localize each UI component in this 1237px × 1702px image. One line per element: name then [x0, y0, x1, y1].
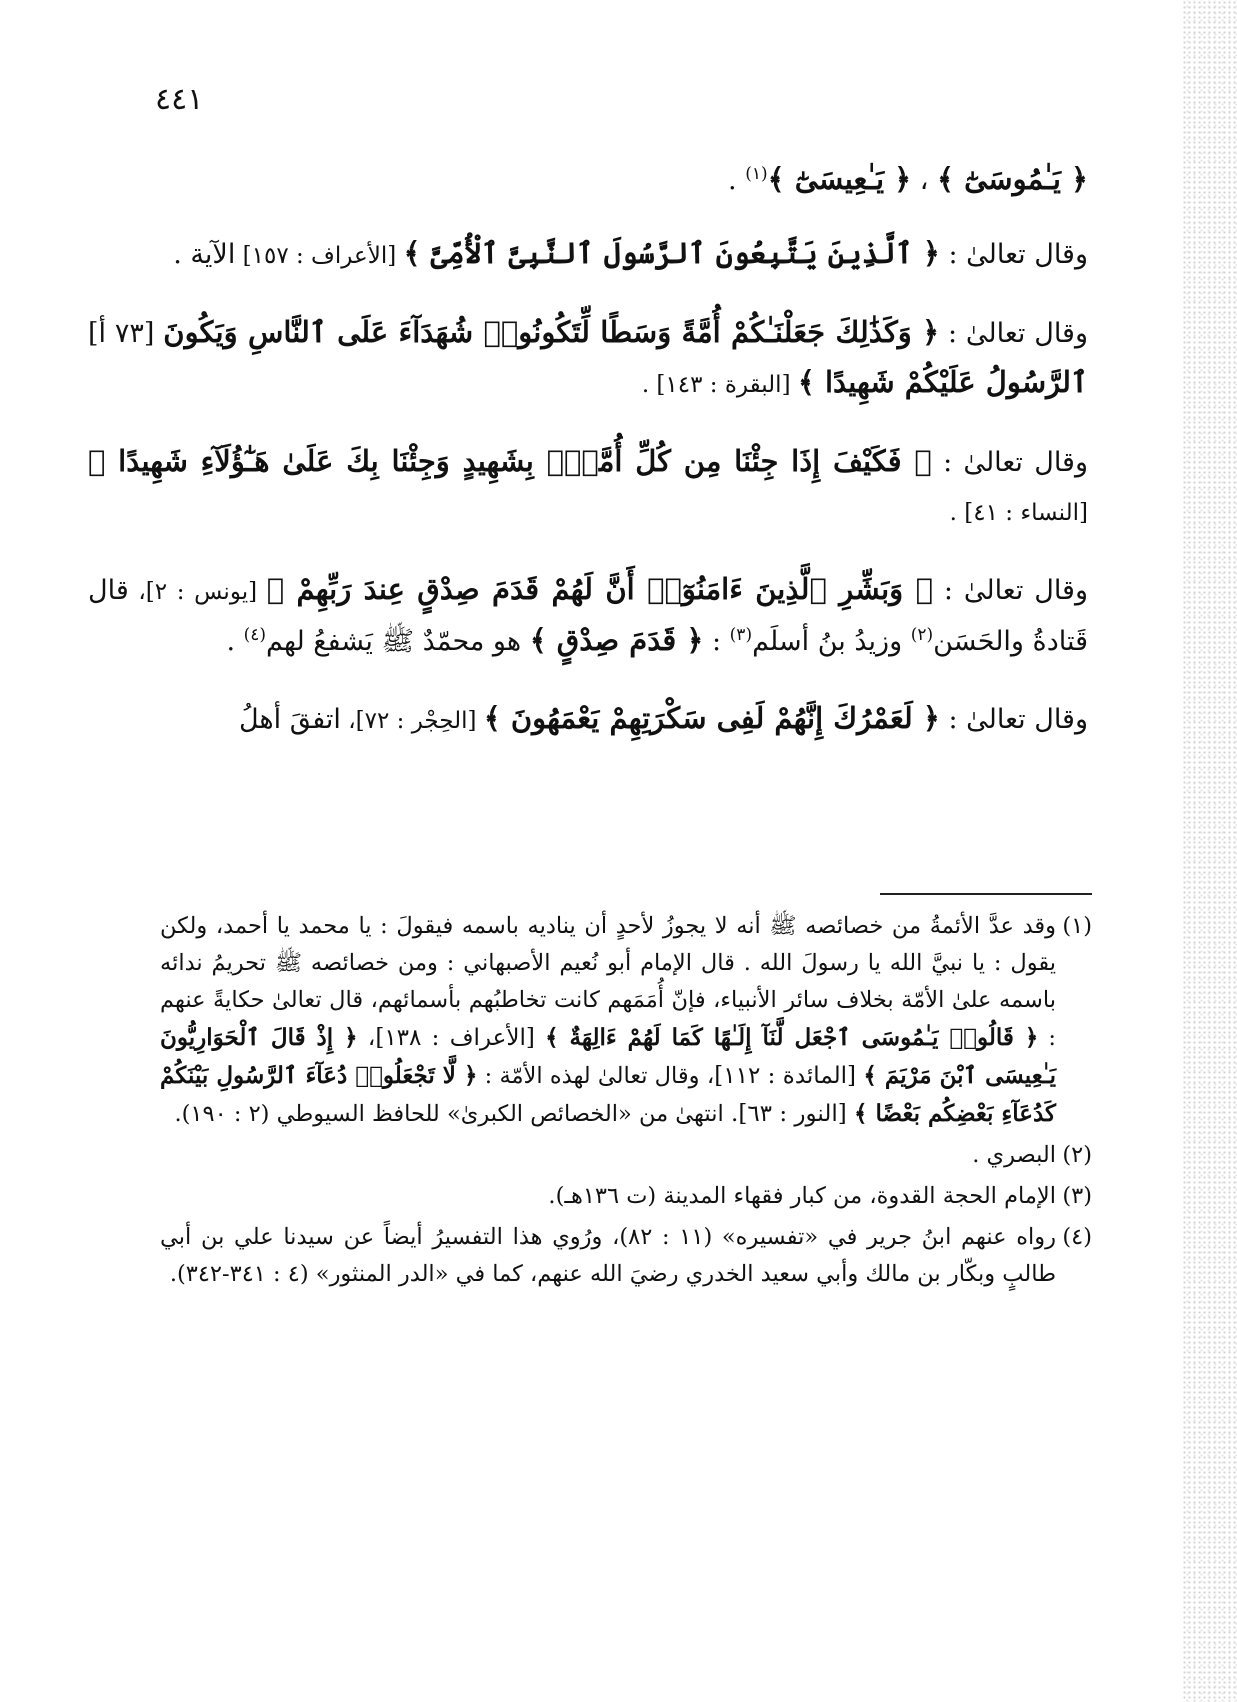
- footnote-marker: (١): [745, 164, 768, 184]
- page-number: ٤٤١: [155, 82, 204, 117]
- verse-reference: [النور : ٦٣].: [723, 1101, 855, 1127]
- paragraph-1: [88, 155, 1088, 205]
- verse-intro: وقال تعالىٰ :: [939, 704, 1088, 735]
- commentary-text: هو محمّدٌ ﷺ يَشفعُ لهم: [266, 626, 530, 657]
- paragraph-end: الآية .: [173, 239, 236, 270]
- verse-intro: وقال تعالىٰ :: [939, 318, 1088, 349]
- quran-verse: ﴿ قَالُوا۟ يَـٰمُوسَى ٱجْعَل لَّنَآ إِلَـٰهًا كَمَا لَهُمْ ءَالِهَةٌ ﴾: [545, 1024, 1039, 1051]
- footnote-number: (٤): [1062, 1224, 1092, 1250]
- footnote-number: (١): [1062, 913, 1092, 939]
- footnote-4: [160, 1219, 1092, 1293]
- footnote-text: انتهىٰ من «الخصائص الكبرىٰ» للحافظ السيوطي (٢ : ١٩٠).: [174, 1101, 724, 1127]
- footnote-marker: (٣): [729, 625, 753, 645]
- footnote-text: رواه عنهم ابنُ جرير في «تفسيره» (١١ : ٨٢)، ورُوي هذا التفسيرُ أيضاً عن سيدنا علي بن أبي طالبٍ وبكّار بن مالك وأبي سعيد الخدري رضيَ الله عنهم، كما في «الدر المنثور» (٤ : ٣٤١-٣٤٢).: [160, 1224, 1057, 1287]
- verse-reference: [المائدة : ١١٢]،: [699, 1063, 864, 1089]
- footnote-marker: (٢): [910, 625, 934, 645]
- footnote-marker: (٤): [243, 625, 267, 645]
- verse-reference: [الأعراف : ١٥٧]: [235, 243, 404, 269]
- quran-verse: ﴿ يَـٰعِيسَىٰٓ ﴾: [767, 162, 912, 196]
- main-text: [88, 155, 1088, 773]
- footnote-text: الإمام الحجة القدوة، من كبار فقهاء المدينة (ت ١٣٦هـ).: [548, 1183, 1056, 1209]
- verse-intro: وقال تعالىٰ :: [932, 575, 1088, 606]
- verse-reference: [يونس : ٢]،: [128, 579, 267, 605]
- footnotes: [160, 908, 1092, 1297]
- verse-reference: [البقرة : ١٤٣] .: [641, 372, 798, 398]
- paragraph-2: [88, 229, 1088, 280]
- paragraph-3: [88, 308, 1088, 409]
- scan-edge-texture: [1182, 0, 1237, 1702]
- quran-verse: ﴿ فَكَيْفَ إِذَا جِئْنَا مِن كُلِّ أُمَّةٍۭ بِشَهِيدٍ وَجِئْنَا بِكَ عَلَىٰ هَـٰٓؤُلَآءِ شَهِيدًا ﴾: [88, 444, 932, 478]
- footnote-1: [160, 908, 1092, 1133]
- footnote-text: وقال تعالىٰ لهذه الأمّة :: [477, 1063, 700, 1089]
- footnote-divider: [880, 893, 1092, 895]
- commentary-text: قال قَتادةُ والحَسَن: [88, 575, 1088, 657]
- quran-verse: ﴿ وَبَشِّرِ ٱلَّذِينَ ءَامَنُوٓا۟ أَنَّ لَهُمْ قَدَمَ صِدْقٍ عِندَ رَبِّهِمْ ﴾: [266, 572, 933, 606]
- commentary-text: وزيدُ بنُ أسلَم: [752, 626, 911, 657]
- footnote-text: وقد عدَّ الأئمةُ من خصائصه ﷺ أنه لا يجوزُ لأحدٍ أن يناديه باسمه فيقولَ : يا محمد يا أحمد، ولكن يقول : يا نبيَّ الله يا رسولَ الله . قال الإمام أبو نُعيم الأصبهاني : ومن خصائصه ﷺ تحريمُ ندائه باسمه علىٰ الأمّة بخلاف سائر الأنبياء، فإنّ أُمَمَهم كانت تخاطبُهم بأسمائهم، قال تعالىٰ حكايةً عنهم :: [160, 913, 1057, 1051]
- footnote-text: البصري .: [972, 1142, 1056, 1168]
- quran-verse: ﴿ وَكَذَٰلِكَ جَعَلْنَـٰكُمْ أُمَّةً وَسَطًا لِّتَكُونُوا۟ شُهَدَآءَ عَلَى ٱلنَّاسِ وَيَكُونَ: [163, 315, 940, 349]
- paragraph-4: [88, 437, 1088, 537]
- verse-reference: [النساء : ٤١] .: [949, 500, 1088, 526]
- footnote-number: (٢): [1062, 1142, 1092, 1168]
- paragraph-5: [88, 565, 1088, 666]
- paragraph-6: [88, 694, 1088, 745]
- manuscript-marker: [٧٣ أ]: [88, 318, 164, 349]
- quran-verse: ﴿ ٱلَّذِينَ يَتَّبِعُونَ ٱلرَّسُولَ ٱلنَّبِىَّ ٱلْأُمِّىَّ ﴾: [403, 236, 940, 270]
- separator: ،: [911, 165, 938, 196]
- verse-reference: [الأعراف : ١٣٨]،: [357, 1025, 546, 1051]
- footnote-3: [160, 1178, 1092, 1215]
- verse-intro: وقال تعالىٰ :: [931, 447, 1088, 478]
- quran-verse-continued: ٱلرَّسُولُ عَلَيْكُمْ شَهِيدًا ﴾: [797, 365, 1088, 399]
- verse-reference: [الحِجْر : ٧٢]،: [340, 708, 484, 734]
- quran-verse: ﴿ لَعَمْرُكَ إِنَّهُمْ لَفِى سَكْرَتِهِمْ يَعْمَهُونَ ﴾: [483, 701, 940, 735]
- verse-intro: وقال تعالىٰ :: [939, 239, 1088, 270]
- paragraph-end: اتفقَ أهلُ: [238, 704, 341, 735]
- quran-verse: ﴿ لَّا تَجْعَلُوا۟ دُعَآءَ ٱلرَّسُولِ بَيْنَكُمْ كَدُعَآءِ بَعْضِكُم بَعْضًا ﴾: [160, 1062, 1056, 1127]
- commentary-text: :: [703, 626, 730, 657]
- quran-verse: ﴿ إِذْ قَالَ ٱلْحَوَارِيُّونَ يَـٰعِيسَى ٱبْنَ مَرْيَمَ ﴾: [160, 1024, 1056, 1089]
- quran-verse: ﴿ قَدَمَ صِدْقٍ ﴾: [529, 623, 704, 657]
- paragraph-end: .: [226, 626, 244, 657]
- quran-verse: ﴿ يَـٰمُوسَىٰٓ ﴾: [937, 162, 1088, 196]
- footnote-2: [160, 1137, 1092, 1174]
- paragraph-end: .: [728, 165, 746, 196]
- footnote-number: (٣): [1062, 1183, 1092, 1209]
